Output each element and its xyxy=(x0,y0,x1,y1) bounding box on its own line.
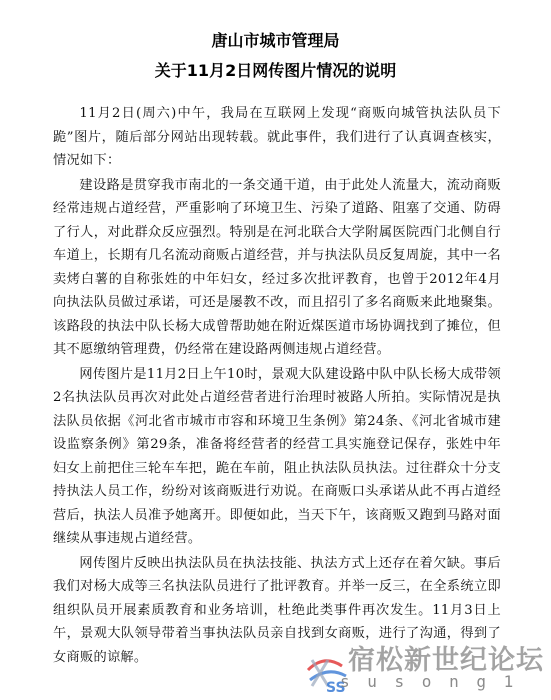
forum-url: s u s o n g 1 xyxy=(340,672,518,691)
forum-watermark xyxy=(300,622,551,700)
paragraph-2: 建设路是贯穿我市南北的一条交通干道，由于此处人流量大，流动商贩经常违规占道经营，严重影响了环境卫生、污染了道路、阻塞了交通、防碍了行人，对此群众反应强烈。特别是在河北联合大学附属医院西门北侧自行车道上，长期有几名流动商贩占道经营，并与执法队员反复周旋，其中一名卖烤白薯的自称张姓的中年妇女，经过多次批评教育，也曾于2012年4月向执法队员做过承诺，可还是屡教不改，而且招引了多名商贩来此地聚集。该路段的执法中队长杨大成曾帮助她在附近煤医道市场协调找到了摊位，但其不愿缴纳管理费，仍经常在建设路两侧违规占道经营。 xyxy=(53,177,501,357)
paragraph-1: 11月2日(周六)中午，我局在互联网上发现“商贩向城管执法队员下跪”图片，随后部分网站出现转载。就此事件，我们进行了认真调查核实，情况如下： xyxy=(53,106,501,168)
document-title-line2: 关于11月2日网传图片情况的说明 xyxy=(154,61,397,80)
paragraph-4: 网传图片反映出执法队员在执法技能、执法方式上还存在着欠缺。事后我们对杨大成等三名执法队员进行了批评教育。并举一反三，在全系统立即组织队员开展素质教育和业务培训，杜绝此类事件再次发生。11月3日上午，景观大队领导带着当事执法队员亲自找到女商贩，进行了沟通，得到了女商贩的谅解。 xyxy=(53,555,501,665)
paragraph-3: 网传图片是11月2日上午10时，景观大队建设路中队中队长杨大成带领2名执法队员再次对此处占道经营者进行治理时被路人所拍。实际情况是执法队员依据《河北省市城市市容和环境卫生条例》第24条、《河北省城市建设监察条例》第29条，准备将经营者的经营工具实施登记保存，张姓中年妇女上前把住三轮车车把，跪在车前，阻止执法队员执法。过往群众十分支持执法人员工作，纷纷对该商贩进行劝说。在商贩口头承诺从此不再占道经营后，执法人员准予她离开。即便如此，当天下午，该商贩又跑到马路对面继续从事违规占道经营。 xyxy=(53,366,501,546)
forum-name: 宿松新世纪论坛 xyxy=(348,645,544,676)
document-body xyxy=(53,102,501,669)
forum-logo-text: SS xyxy=(326,680,346,696)
document-title-line1: 唐山市城市管理局 xyxy=(211,31,340,50)
